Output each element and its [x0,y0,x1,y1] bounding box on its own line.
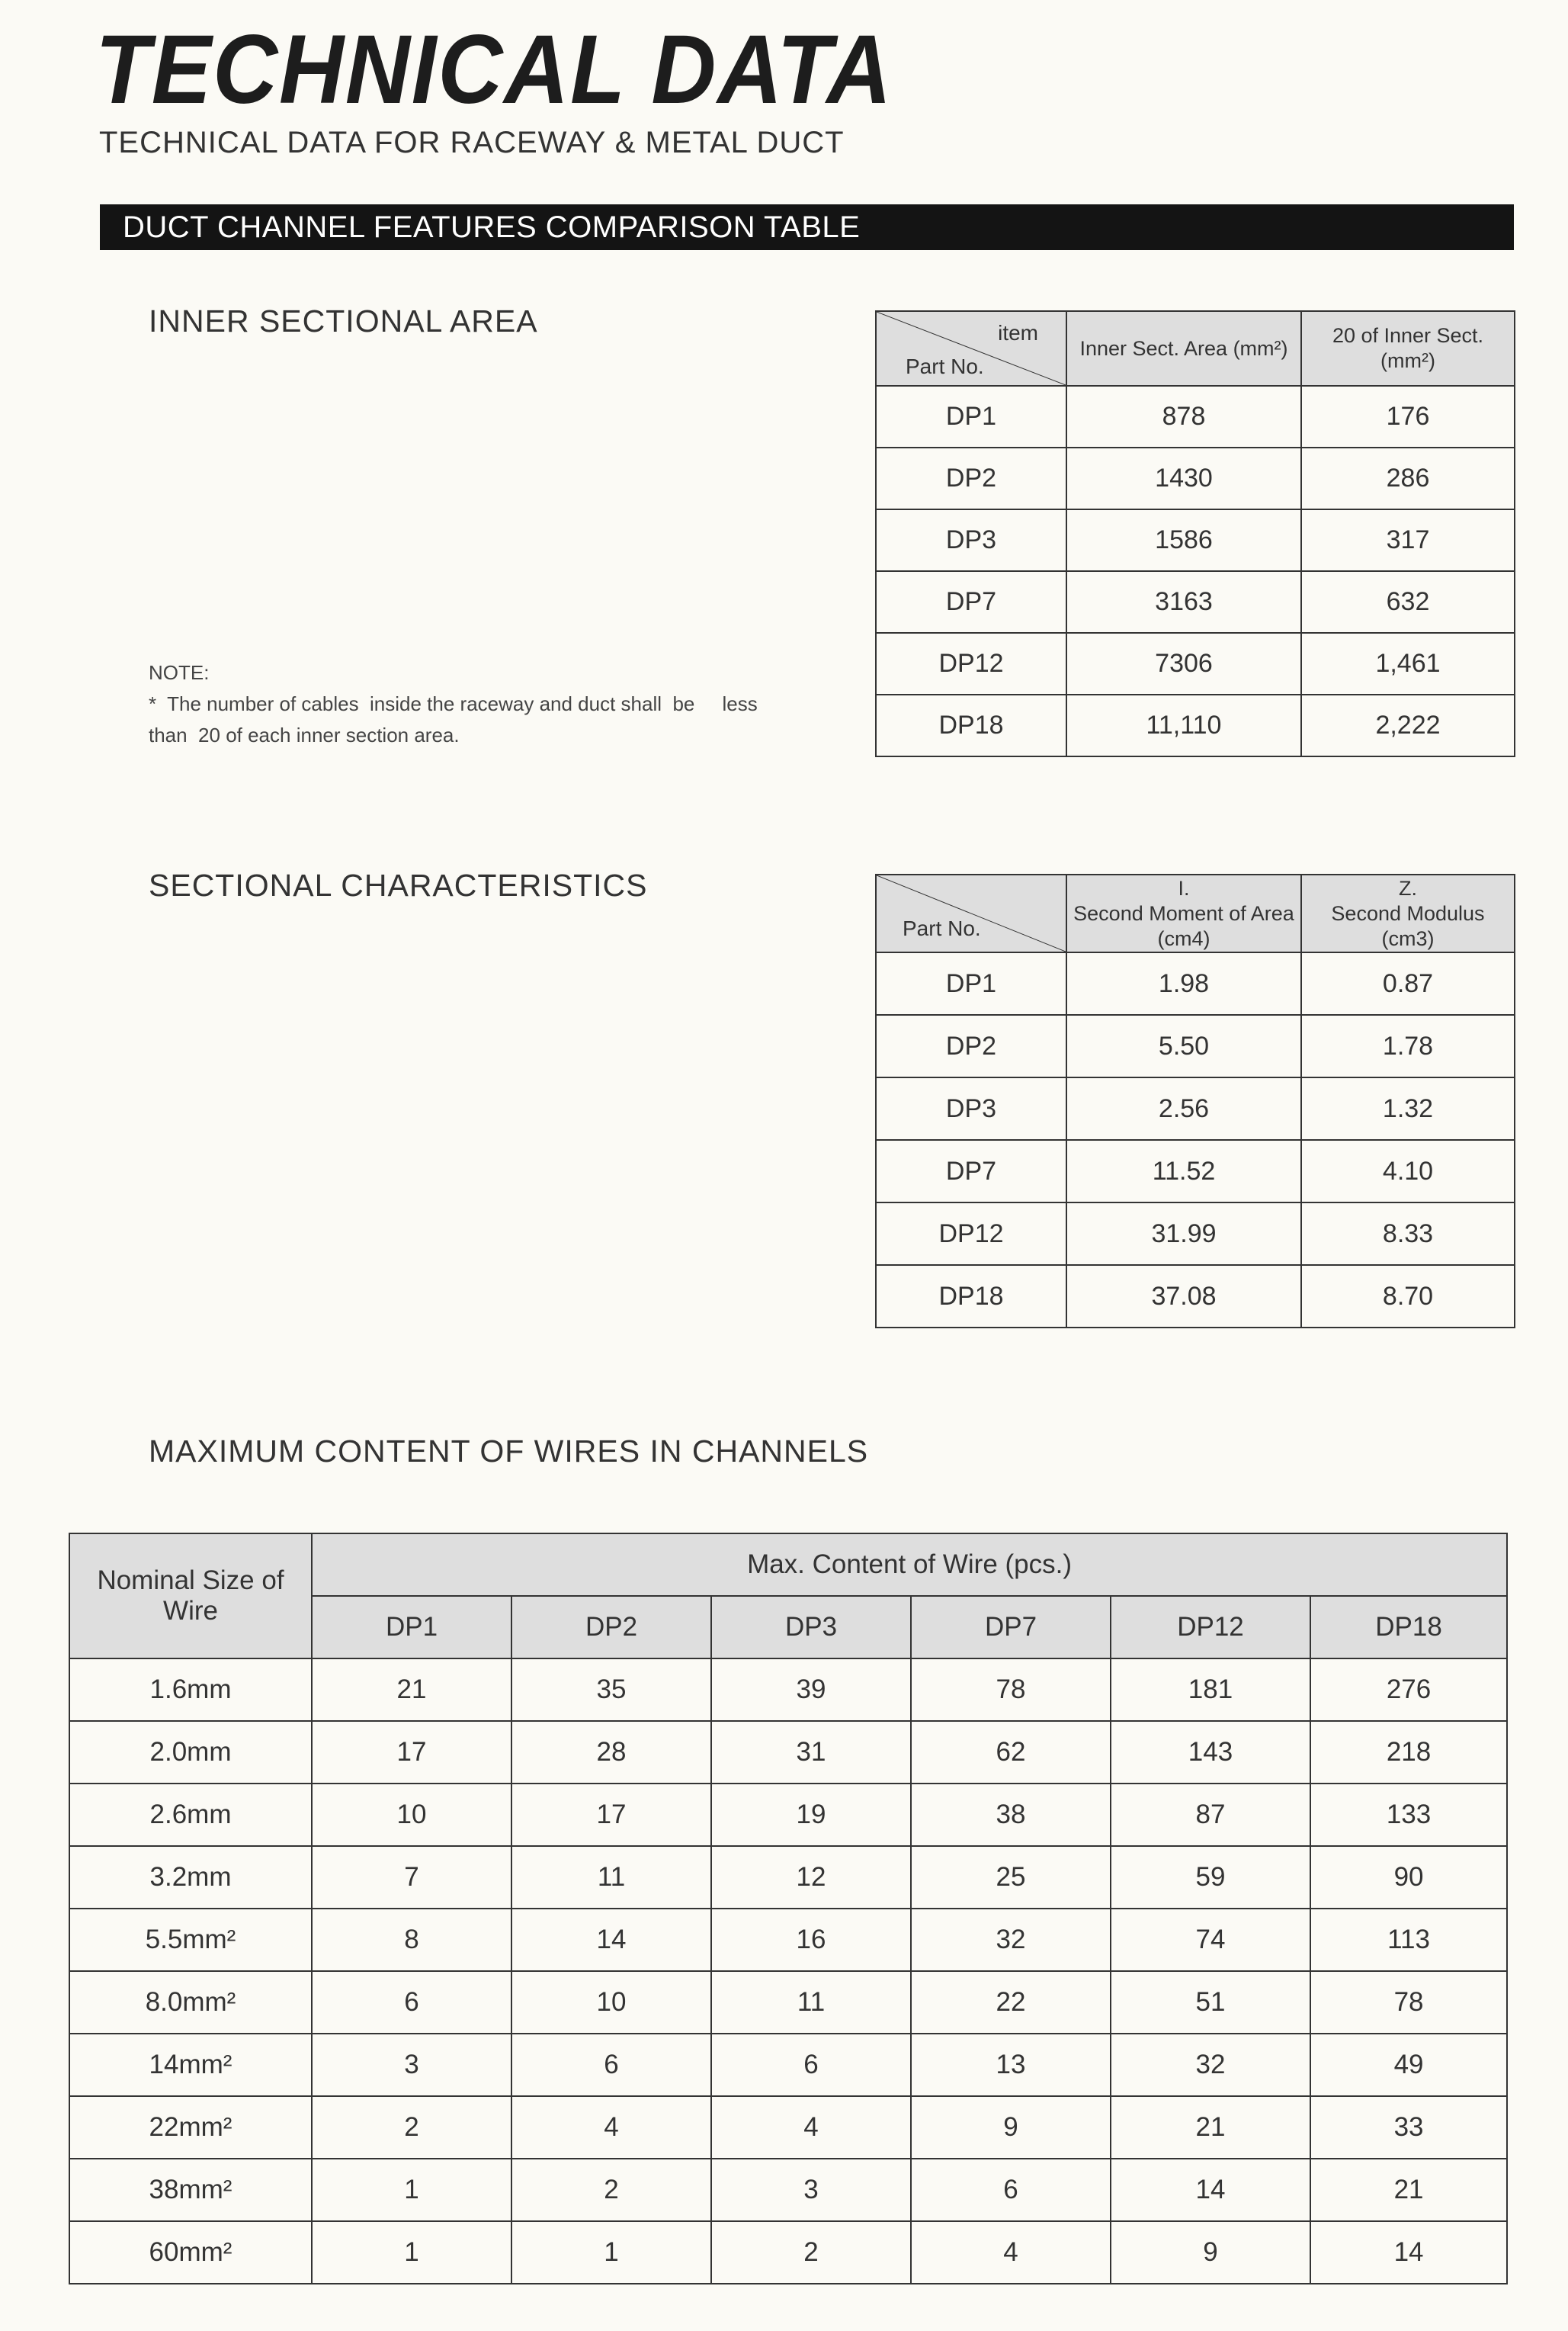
wire-count-cell: 87 [1111,1784,1310,1846]
corner-label-item: item [998,321,1038,345]
table-row [876,1140,1515,1202]
wire-size-cell: 5.5mm² [69,1909,312,1971]
wire-count-cell: 4 [911,2221,1111,2284]
wire-size-cell: 2.0mm [69,1721,312,1784]
table-row [876,952,1515,1015]
note-block [149,657,781,751]
inner-pct-header-line2: (mm²) [1380,349,1435,372]
modulus-cell: 0.87 [1301,952,1515,1015]
wire-count-cell: 1 [511,2221,711,2284]
part-no-cell: DP18 [876,1265,1066,1328]
wire-count-cell: 2 [511,2159,711,2221]
wire-count-cell: 13 [911,2034,1111,2096]
wires-heading: MAXIMUM CONTENT OF WIRES IN CHANNELS [149,1434,869,1469]
wire-count-cell: 143 [1111,1721,1310,1784]
wire-size-cell: 60mm² [69,2221,312,2284]
wire-count-cell: 6 [711,2034,911,2096]
wire-count-cell: 9 [1111,2221,1310,2284]
wire-count-cell: 21 [312,1658,511,1721]
wire-count-cell: 19 [711,1784,911,1846]
wire-count-cell: 9 [911,2096,1111,2159]
table-row [69,1971,1507,2034]
part-no-cell: DP7 [876,1140,1066,1202]
wire-count-cell: 8 [312,1909,511,1971]
modulus-cell: 1.32 [1301,1077,1515,1140]
wire-count-cell: 62 [911,1721,1111,1784]
wire-count-cell: 14 [511,1909,711,1971]
modulus-cell: 1.78 [1301,1015,1515,1077]
table-row [876,386,1515,448]
inner-pct-header-line1: 20 of Inner Sect. [1332,324,1484,347]
table-row [69,2159,1507,2221]
moment-cell: 31.99 [1066,1202,1301,1265]
wire-size-cell: 14mm² [69,2034,312,2096]
wire-count-cell: 31 [711,1721,911,1784]
table-row [69,1846,1507,1909]
wire-size-cell: 8.0mm² [69,1971,312,2034]
inner-pct-cell: 1,461 [1301,633,1515,695]
wire-count-cell: 4 [511,2096,711,2159]
wire-count-cell: 39 [711,1658,911,1721]
table-row [69,1909,1507,1971]
wire-count-cell: 3 [711,2159,911,2221]
table-row [876,509,1515,571]
table-row [876,1077,1515,1140]
wire-count-cell: 10 [312,1784,511,1846]
wire-count-cell: 6 [312,1971,511,2034]
wire-count-cell: 14 [1111,2159,1310,2221]
wire-count-cell: 2 [312,2096,511,2159]
inner-pct-cell: 286 [1301,448,1515,509]
wire-count-cell: 78 [911,1658,1111,1721]
moment-header-line1: I. [1178,876,1190,900]
part-no-cell: DP12 [876,633,1066,695]
table-row [876,633,1515,695]
part-no-cell: DP2 [876,1015,1066,1077]
wire-size-cell: 22mm² [69,2096,312,2159]
col-header-dp18: DP18 [1310,1596,1507,1658]
modulus-col-header [1301,875,1515,952]
note-text-line1: * The number of cables inside the raceway and duct shall be less [149,692,758,715]
wire-count-cell: 74 [1111,1909,1310,1971]
part-no-cell: DP18 [876,695,1066,756]
wire-count-cell: 4 [711,2096,911,2159]
part-no-cell: DP1 [876,952,1066,1015]
corner-label-part-no: Part No. [906,355,984,378]
section-bar [100,204,1514,250]
wire-count-cell: 21 [1111,2096,1310,2159]
modulus-cell: 8.70 [1301,1265,1515,1328]
table-row [69,2034,1507,2096]
wire-count-cell: 32 [911,1909,1111,1971]
wire-count-cell: 1 [312,2159,511,2221]
table-row [69,2096,1507,2159]
wires-table-body [69,1658,1507,2284]
moment-cell: 2.56 [1066,1077,1301,1140]
wire-count-cell: 218 [1310,1721,1507,1784]
table-row [69,1784,1507,1846]
wire-count-cell: 3 [312,2034,511,2096]
inner-area-cell: 878 [1066,386,1301,448]
wire-count-cell: 2 [711,2221,911,2284]
inner-pct-cell: 176 [1301,386,1515,448]
moment-cell: 1.98 [1066,952,1301,1015]
moment-col-header [1066,875,1301,952]
sectional-heading: SECTIONAL CHARACTERISTICS [149,868,648,903]
wire-count-cell: 11 [711,1971,911,2034]
corner-label-part-no: Part No. [903,917,981,940]
modulus-cell: 4.10 [1301,1140,1515,1202]
table-row [876,448,1515,509]
table-row [69,1721,1507,1784]
page-subtitle: TECHNICAL DATA FOR RACEWAY & METAL DUCT [99,126,845,159]
moment-cell: 37.08 [1066,1265,1301,1328]
col-header-dp12: DP12 [1111,1596,1310,1658]
wire-count-cell: 59 [1111,1846,1310,1909]
wire-count-cell: 21 [1310,2159,1507,2221]
wire-size-cell: 38mm² [69,2159,312,2221]
table-row [876,1265,1515,1328]
wire-count-cell: 12 [711,1846,911,1909]
nominal-size-header: Nominal Size of Wire [69,1533,312,1658]
wire-count-cell: 49 [1310,2034,1507,2096]
table-row [69,2221,1507,2284]
inner-pct-col-header [1301,311,1515,386]
wire-count-cell: 276 [1310,1658,1507,1721]
wire-count-cell: 22 [911,1971,1111,2034]
wire-count-cell: 38 [911,1784,1111,1846]
modulus-cell: 8.33 [1301,1202,1515,1265]
wire-size-cell: 2.6mm [69,1784,312,1846]
inner-area-cell: 3163 [1066,571,1301,633]
inner-area-cell: 11,110 [1066,695,1301,756]
table-row [876,695,1515,756]
col-header-dp7: DP7 [911,1596,1111,1658]
wire-count-cell: 113 [1310,1909,1507,1971]
table-row [876,1202,1515,1265]
wire-count-cell: 6 [911,2159,1111,2221]
inner-area-cell: 7306 [1066,633,1301,695]
part-no-cell: DP2 [876,448,1066,509]
moment-header-line3: (cm4) [1157,926,1210,950]
sectional-table [875,874,1515,1328]
wire-count-cell: 16 [711,1909,911,1971]
inner-pct-cell: 632 [1301,571,1515,633]
part-no-cell: DP3 [876,1077,1066,1140]
note-label: NOTE: [149,661,210,684]
moment-cell: 11.52 [1066,1140,1301,1202]
wire-size-cell: 3.2mm [69,1846,312,1909]
wire-count-cell: 7 [312,1846,511,1909]
inner-area-col-header: Inner Sect. Area (mm²) [1066,311,1301,386]
wire-size-cell: 1.6mm [69,1658,312,1721]
wire-count-cell: 51 [1111,1971,1310,2034]
wire-count-cell: 133 [1310,1784,1507,1846]
table-row [876,571,1515,633]
inner-area-corner-header [876,311,1066,386]
table-row [876,1015,1515,1077]
part-no-cell: DP7 [876,571,1066,633]
wire-count-cell: 14 [1310,2221,1507,2284]
wire-count-cell: 10 [511,1971,711,2034]
col-header-dp2: DP2 [511,1596,711,1658]
part-no-cell: DP1 [876,386,1066,448]
wire-count-cell: 17 [511,1784,711,1846]
wire-count-cell: 28 [511,1721,711,1784]
wire-count-cell: 1 [312,2221,511,2284]
modulus-header-line3: (cm3) [1381,926,1435,950]
wire-count-cell: 33 [1310,2096,1507,2159]
wire-count-cell: 181 [1111,1658,1310,1721]
col-header-dp3: DP3 [711,1596,911,1658]
wires-table [69,1533,1508,2284]
part-no-cell: DP3 [876,509,1066,571]
inner-pct-cell: 2,222 [1301,695,1515,756]
moment-cell: 5.50 [1066,1015,1301,1077]
col-header-dp1: DP1 [312,1596,511,1658]
inner-area-cell: 1586 [1066,509,1301,571]
wire-count-cell: 25 [911,1846,1111,1909]
wire-count-cell: 32 [1111,2034,1310,2096]
part-no-cell: DP12 [876,1202,1066,1265]
table-row [69,1658,1507,1721]
sectional-corner-header [876,875,1066,952]
inner-area-table [875,310,1515,757]
wire-count-cell: 11 [511,1846,711,1909]
inner-area-cell: 1430 [1066,448,1301,509]
max-content-group-header: Max. Content of Wire (pcs.) [312,1533,1507,1596]
inner-area-heading: INNER SECTIONAL AREA [149,303,538,339]
moment-header-line2: Second Moment of Area [1073,901,1294,925]
wire-count-cell: 17 [312,1721,511,1784]
page-title: TECHNICAL DATA [95,15,893,124]
inner-pct-cell: 317 [1301,509,1515,571]
wire-count-cell: 35 [511,1658,711,1721]
modulus-header-line2: Second Modulus [1331,901,1485,925]
wire-count-cell: 78 [1310,1971,1507,2034]
section-bar-label: DUCT CHANNEL FEATURES COMPARISON TABLE [123,210,861,244]
wire-count-cell: 90 [1310,1846,1507,1909]
note-text-line2: than 20 of each inner section area. [149,724,460,746]
wire-count-cell: 6 [511,2034,711,2096]
modulus-header-line1: Z. [1399,876,1417,900]
